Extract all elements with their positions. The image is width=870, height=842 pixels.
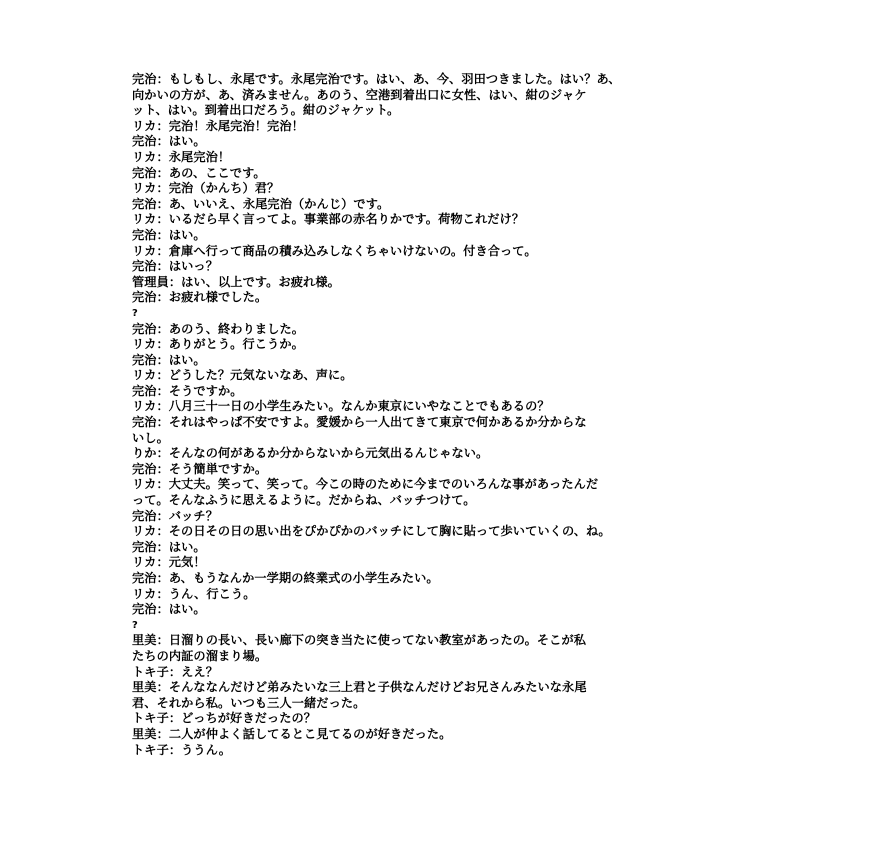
script-line: ット、はい。到着出口だろう。紺のジャケット。 <box>132 103 400 118</box>
script-line: トキ子：ええ？ <box>132 664 219 679</box>
script-line: 完治：あのう、終わりました。 <box>132 321 305 336</box>
script-line: トキ子：ううん。 <box>132 742 232 757</box>
script-line: たちの内証の溜まり場。 <box>132 648 268 663</box>
script-line: リカ：元気！ <box>132 555 206 570</box>
script-line: リカ：倉庫へ行って商品の積み込みしなくちゃいけないの。付き合って。 <box>132 243 537 258</box>
script-document <box>132 72 768 758</box>
script-line: 完治：そうですか。 <box>132 383 243 398</box>
script-line: 完治：バッチ？ <box>132 508 219 523</box>
script-line: 完治：それはやっぱ不安ですよ。愛媛から一人出てきて東京で何かあるか分からな <box>132 415 587 430</box>
script-line: リカ：ありがとう。行こうか。 <box>132 337 304 352</box>
script-line: 完治：はい。 <box>132 352 206 367</box>
scene-separator: ? <box>132 307 138 319</box>
script-line: リカ：大丈夫。笑って、笑って。今この時のために今までのいろんな事があったんだ <box>132 477 599 492</box>
script-line: リカ：完治！永尾完治！完治！ <box>132 118 304 133</box>
script-line: 完治：はい。 <box>132 134 206 149</box>
script-line: 完治：はい。 <box>132 539 206 554</box>
script-line: 完治：そう簡単ですか。 <box>132 461 268 476</box>
script-line: リカ：八月三十一日の小学生みたい。なんか東京にいやなことでもあるの？ <box>132 399 550 414</box>
script-line: 完治：もしもし、永尾です。永尾完治です。はい、あ、今、羽田つきました。はい？あ、 <box>132 72 621 86</box>
script-line: 君、それから私。いつも三人一緒だった。 <box>132 695 366 710</box>
script-line: リカ：完治（かんち）君？ <box>132 181 280 196</box>
script-line: 里美：二人が仲よく話してるとこ見てるのが好きだった。 <box>132 726 452 741</box>
script-line: リカ：いるだら早く言ってよ。事業部の赤名りかです。荷物これだけ？ <box>132 212 525 227</box>
script-line: 完治：あ、もうなんか一学期の終業式の小学生みたい。 <box>132 571 439 585</box>
script-line: リカ：うん、行こう。 <box>132 586 256 601</box>
script-line: トキ子：どっちが好きだったの？ <box>132 711 317 726</box>
script-line: 完治：あの、ここです。 <box>132 165 266 180</box>
script-line: 完治：お疲れ様でした。 <box>132 290 268 305</box>
script-line: リカ：永尾完治！ <box>132 149 231 164</box>
script-line: 完治：あ、いいえ、永尾完治（かんじ）です。 <box>132 196 390 211</box>
script-line: リカ：その日その日の思い出をぴかぴかのバッチにして胸に貼って歩いていくの、ね。 <box>132 524 611 539</box>
script-line: 完治：はいっ？ <box>132 259 219 274</box>
script-line: 向かいの方が、あ、済みません。あのう、空港到着出口に女性、はい、紺のジャケ <box>132 87 587 102</box>
script-line: 里美：日溜りの長い、長い廊下の突き当たに使ってない教室があったの。そこが私 <box>132 633 587 648</box>
script-line: 完治：はい。 <box>132 602 206 617</box>
script-line: いし。 <box>132 430 169 445</box>
script-line: 里美：そんななんだけど弟みたいな三上君と子供なんだけどお兄さんみたいな永尾 <box>132 680 587 695</box>
script-line: って。そんなふうに思えるように。だからね、バッチつけて。 <box>132 493 476 508</box>
script-line: りか：そんなの何があるか分からないから元気出るんじゃない。 <box>132 446 489 461</box>
scene-separator: ? <box>132 619 138 631</box>
script-line: リカ：どうした？元気ないなあ、声に。 <box>132 368 353 383</box>
script-line: 完治：はい。 <box>132 227 206 242</box>
script-line: 管理員：はい、以上です。お疲れ様。 <box>132 274 340 289</box>
